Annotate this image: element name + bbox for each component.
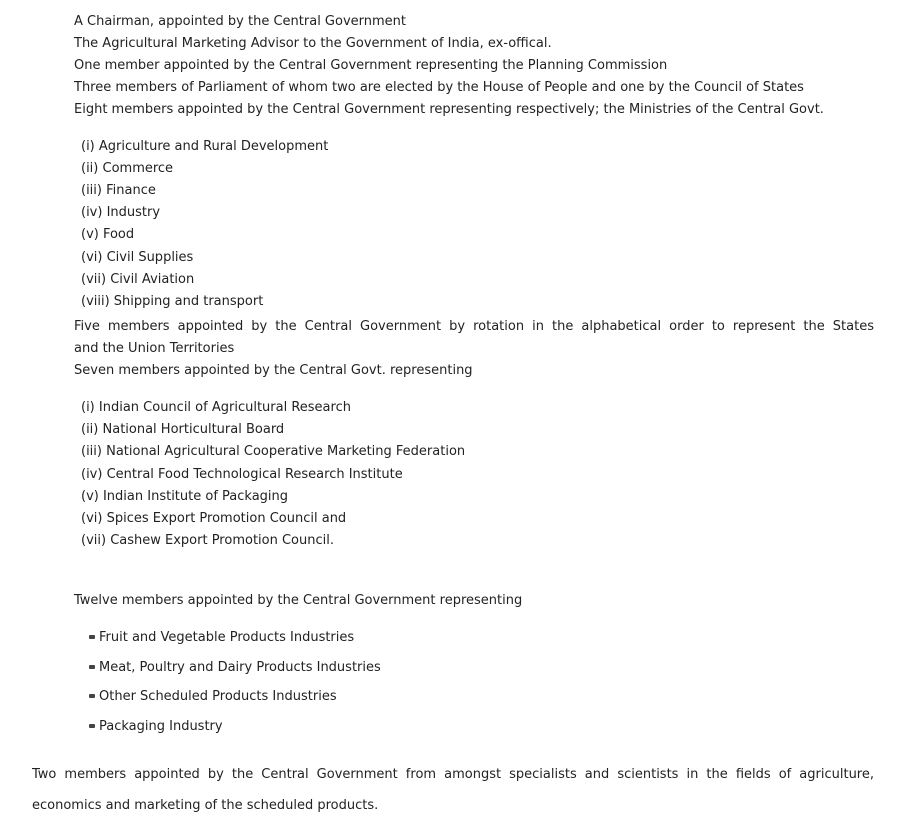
ministry-item: (iii) Finance bbox=[81, 183, 156, 198]
ministry-item: (iv) Industry bbox=[81, 205, 161, 220]
parliament-members-line: Three members of Parliament of whom two are elected by the House of People and one by the Council of States bbox=[74, 80, 804, 95]
two-members-line-2: economics and marketing of the scheduled products. bbox=[32, 798, 379, 813]
ministry-item: (ii) Commerce bbox=[81, 161, 174, 176]
seven-members-heading: Seven members appointed by the Central Govt. representing bbox=[74, 363, 473, 378]
ministry-item: (v) Food bbox=[81, 227, 135, 242]
industry-item bbox=[89, 689, 337, 705]
ministry-item: (viii) Shipping and transport bbox=[81, 294, 264, 309]
five-members-line-2: and the Union Territories bbox=[74, 341, 235, 356]
institution-item: (ii) National Horticultural Board bbox=[81, 422, 285, 437]
planning-commission-line: One member appointed by the Central Government representing the Planning Commission bbox=[74, 58, 668, 73]
ministry-item: (i) Agriculture and Rural Development bbox=[81, 139, 329, 154]
institution-item: (vi) Spices Export Promotion Council and bbox=[81, 511, 347, 526]
two-members-line-1: Two members appointed by the Central Government from amongst specialists and scientists in the fields of agriculture, bbox=[32, 767, 874, 782]
eight-members-line: Eight members appointed by the Central Government representing respectively; the Ministries of the Central Govt. bbox=[74, 102, 824, 117]
bullet-icon bbox=[89, 665, 95, 669]
bullet-icon bbox=[89, 694, 95, 698]
bullet-icon bbox=[89, 635, 95, 639]
ministry-item: (vii) Civil Aviation bbox=[81, 272, 195, 287]
institution-item: (iv) Central Food Technological Research Institute bbox=[81, 467, 403, 482]
institution-item: (iii) National Agricultural Cooperative Marketing Federation bbox=[81, 444, 466, 459]
industry-item bbox=[89, 719, 223, 735]
industry-label: Packaging Industry bbox=[99, 719, 223, 734]
institution-item: (i) Indian Council of Agricultural Research bbox=[81, 400, 351, 415]
twelve-members-heading: Twelve members appointed by the Central Government representing bbox=[74, 593, 523, 608]
institution-item: (vii) Cashew Export Promotion Council. bbox=[81, 533, 334, 548]
industry-item bbox=[89, 660, 381, 676]
industry-label: Meat, Poultry and Dairy Products Industries bbox=[99, 660, 381, 675]
chairman-line: A Chairman, appointed by the Central Government bbox=[74, 14, 407, 29]
advisor-line: The Agricultural Marketing Advisor to the Government of India, ex-offical. bbox=[74, 36, 552, 51]
industry-label: Other Scheduled Products Industries bbox=[99, 689, 337, 704]
ministry-item: (vi) Civil Supplies bbox=[81, 250, 194, 265]
industry-item bbox=[89, 630, 354, 646]
institution-item: (v) Indian Institute of Packaging bbox=[81, 489, 289, 504]
five-members-line-1: Five members appointed by the Central Government by rotation in the alphabetical order to represent the States bbox=[74, 319, 874, 334]
bullet-icon bbox=[89, 724, 95, 728]
industry-label: Fruit and Vegetable Products Industries bbox=[99, 630, 355, 645]
